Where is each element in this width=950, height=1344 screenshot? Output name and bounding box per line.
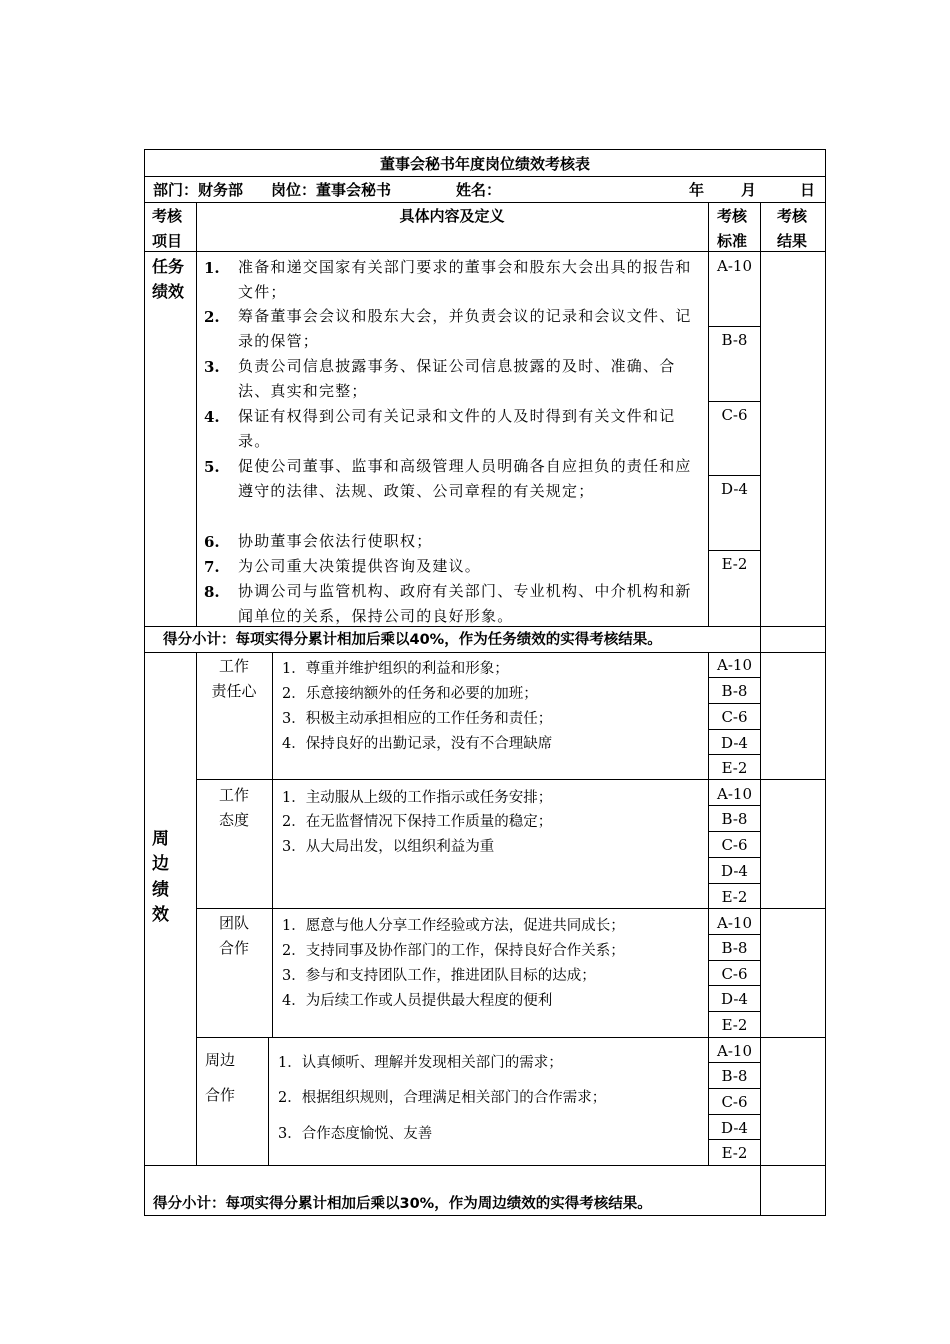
list-item: 2．根据组织规则，合理满足相关部门的合作需求； [278,1090,607,1106]
grade-divider [708,960,760,961]
grade-option: B-8 [721,682,748,700]
grade-option: E-2 [721,1016,748,1034]
table-border-left [144,149,145,1216]
grade-divider [708,985,760,986]
grade-option: E-2 [721,555,748,573]
group-result-cell[interactable] [761,1038,825,1165]
grade-divider [708,729,760,730]
task-item-num: 1. [204,259,220,277]
task-item-text: 负责公司信息披露事务、保证公司信息披露的及时、准确、合法、真实和完整； [238,357,676,400]
peripheral-label: 边 [152,854,169,874]
task-item-text: 协调公司与监管机构、政府有关部门、专业机构、中介机构和新闻单位的关系，保持公司的良好形象。 [238,582,692,625]
grade-option: C-6 [721,708,748,726]
header-item: 项目 [152,232,183,250]
peripheral-label: 绩 [152,880,169,900]
list-item: 1．认真倾听、理解并发现相关部门的需求； [278,1055,563,1071]
peripheral-label: 周 [152,829,169,849]
task-item-text: 协助董事会依法行使职权； [238,532,433,550]
grade-divider [708,703,760,704]
list-item: 3．积极主动承担相应的工作任务和责任； [282,711,553,727]
grade-option: A-10 [717,656,752,674]
grade-option: B-8 [721,1067,748,1085]
grade-option: B-8 [721,810,748,828]
group-name: 合作 [205,1086,236,1104]
task-item-num: 3. [204,358,220,376]
table-border-right [825,149,826,1216]
list-item: 1．尊重并维护组织的利益和形象； [282,661,509,677]
task-item-text: 筹备董事会会议和股东大会，并负责会议的记录和会议文件、记录的保管； [238,307,692,350]
group-divider [196,1037,826,1038]
grade-option: E-2 [721,1144,748,1162]
peripheral-subtotal-result-cell[interactable] [761,1166,825,1215]
grade-divider [708,1139,760,1140]
grade-divider [708,831,760,832]
group-name: 团队 [218,914,249,932]
task-item-num: 7. [204,558,220,576]
grade-option: D-4 [721,734,748,752]
list-item: 1．愿意与他人分享工作经验或方法，促进共同成长； [282,918,625,934]
group-name: 责任心 [211,682,257,700]
grade-option: A-10 [717,785,752,803]
table-border-bottom [144,1215,826,1216]
grade-divider [708,1062,760,1063]
position-label: 岗位：董事会秘书 [271,181,392,199]
header-result: 结果 [777,232,808,250]
group-name: 周边 [205,1051,236,1069]
grade-divider [708,805,760,806]
col-divider [268,1037,269,1165]
grade-option: D-4 [721,990,748,1008]
group-name: 工作 [218,786,249,804]
task-item-text: 准备和递交国家有关部门要求的董事会和股东大会出具的报告和文件； [238,258,692,301]
grade-divider [708,677,760,678]
task-subtotal: 得分小计：每项实得分累计相加后乘以40%，作为任务绩效的实得考核结果。 [163,632,662,648]
grade-option: C-6 [721,965,748,983]
grade-divider [708,550,760,551]
grade-divider [708,1114,760,1115]
dept-label: 部门：财务部 [153,181,244,199]
list-item: 3．合作态度愉悦、友善 [278,1126,433,1142]
grade-divider [708,883,760,884]
grade-option: D-4 [721,862,748,880]
grade-divider [708,857,760,858]
list-item: 2．乐意接纳额外的任务和必要的加班； [282,686,538,702]
header-standard: 标准 [717,232,748,250]
grade-option: A-10 [717,914,752,932]
group-result-cell[interactable] [761,780,825,908]
task-item-num: 4. [204,408,220,426]
grade-divider [708,754,760,755]
grade-divider [708,1011,760,1012]
col-divider [272,652,273,1037]
list-item: 3．从大局出发，以组织利益为重 [282,839,495,855]
peripheral-subtotal: 得分小计：每项实得分累计相加后乘以30%，作为周边绩效的实得考核结果。 [153,1196,652,1212]
list-item: 4．为后续工作或人员提供最大程度的便利 [282,993,553,1009]
grade-option: C-6 [721,836,748,854]
list-item: 1．主动服从上级的工作指示或任务安排； [282,790,553,806]
month-label: 月 [741,181,757,199]
row-divider [144,652,826,653]
row-divider [144,176,826,177]
name-label: 姓名： [456,181,502,199]
task-item-num: 8. [204,583,220,601]
table-border-top [144,149,826,150]
grade-option: D-4 [721,480,748,498]
group-divider [196,908,826,909]
year-label: 年 [689,181,705,199]
grade-option: D-4 [721,1119,748,1137]
task-item-num: 5. [204,458,220,476]
row-divider [144,202,826,203]
grade-divider [708,475,760,476]
grade-divider [708,326,760,327]
grade-option: A-10 [717,1042,752,1060]
task-label: 绩效 [152,282,185,301]
row-divider [144,251,826,252]
row-divider [144,1165,826,1166]
grade-option: E-2 [721,759,748,777]
peripheral-label: 效 [152,905,169,925]
grade-option: C-6 [721,1093,748,1111]
group-name: 态度 [218,811,249,829]
group-result-cell[interactable] [761,653,825,779]
header-standard: 考核 [717,207,748,225]
header-item: 考核 [152,207,183,225]
task-item-text: 促使公司董事、监事和高级管理人员明确各自应担负的责任和应遵守的法律、法规、政策、公司章程的有关规定； [238,457,692,500]
form-title: 董事会秘书年度岗位绩效考核表 [379,155,590,173]
task-label: 任务 [152,257,185,276]
grade-divider [708,401,760,402]
list-item: 2．支持同事及协作部门的工作，保持良好合作关系； [282,943,625,959]
task-result-cell[interactable] [761,252,825,626]
grade-option: B-8 [721,331,748,349]
task-item-num: 2. [204,308,220,326]
task-item-text: 保证有权得到公司有关记录和文件的人及时得到有关文件和记录。 [238,407,676,450]
col-divider [708,652,709,1165]
group-name: 合作 [218,939,249,957]
col-divider [196,652,197,1165]
header-result: 考核 [777,207,808,225]
group-result-cell[interactable] [761,909,825,1037]
list-item: 4．保持良好的出勤记录，没有不合理缺席 [282,736,553,752]
grade-option: E-2 [721,888,748,906]
day-label: 日 [800,181,816,199]
group-divider [196,779,826,780]
col-divider [196,202,197,626]
list-item: 2．在无监督情况下保持工作质量的稳定； [282,814,553,830]
task-subtotal-result-cell[interactable] [761,627,825,652]
grade-option: A-10 [717,257,752,275]
group-name: 工作 [218,657,249,675]
task-item-text: 为公司重大决策提供咨询及建议。 [238,557,482,575]
header-content: 具体内容及定义 [399,207,505,225]
grade-option: B-8 [721,939,748,957]
grade-divider [708,934,760,935]
grade-option: C-6 [721,406,748,424]
list-item: 3．参与和支持团队工作，推进团队目标的达成； [282,968,596,984]
task-item-num: 6. [204,533,220,551]
grade-divider [708,1088,760,1089]
